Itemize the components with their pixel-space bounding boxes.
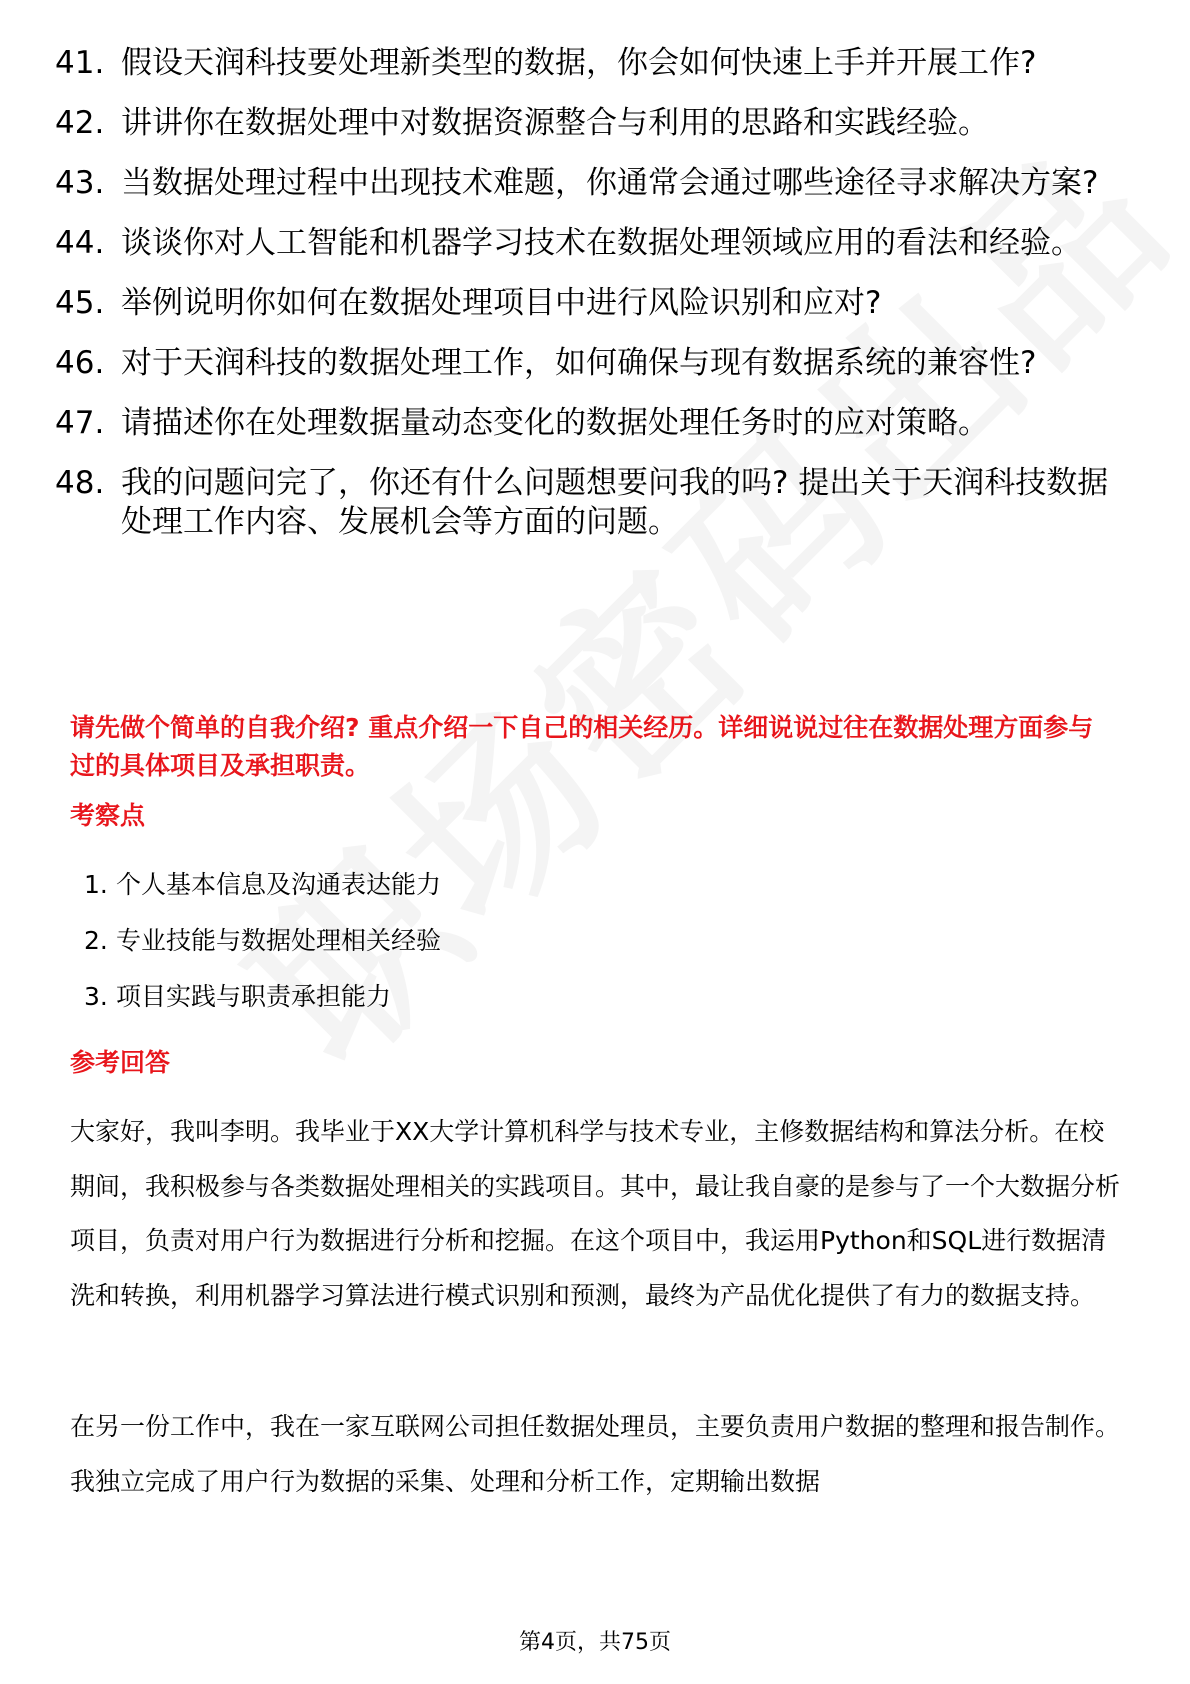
question-text: 谈谈你对人工智能和机器学习技术在数据处理领域应用的看法和经验。 (121, 225, 1082, 261)
question-number: 44. (55, 225, 105, 261)
question-text: 当数据处理过程中出现技术难题，你通常会通过哪些途径寻求解决方案? (121, 165, 1099, 201)
question-list (55, 44, 1135, 563)
point-number: 3. (84, 982, 108, 1011)
question-text: 举例说明你如何在数据处理项目中进行风险识别和应对? (121, 285, 882, 321)
question-number: 45. (55, 285, 105, 321)
question-item (55, 284, 1135, 323)
question-number: 43. (55, 165, 105, 201)
question-item (55, 464, 1135, 542)
question-item (55, 224, 1135, 263)
point-text: 专业技能与数据处理相关经验 (116, 926, 442, 955)
assessment-point (84, 925, 441, 957)
question-item (55, 104, 1135, 143)
question-number: 41. (55, 45, 105, 81)
highlight-question: 请先做个简单的自我介绍? 重点介绍一下自己的相关经历。详细说说过往在数据处理方面参与过的具体项目及承担职责。 (70, 713, 1094, 780)
question-text: 我的问题问完了，你还有什么问题想要问我的吗? 提出关于天润科技数据处理工作内容、发展机会等方面的问题。 (121, 465, 1109, 540)
point-text: 项目实践与职责承担能力 (116, 982, 392, 1011)
question-item (55, 344, 1135, 383)
question-number: 47. (55, 405, 105, 441)
point-number: 1. (84, 870, 108, 899)
answer-paragraph: 在另一份工作中，我在一家互联网公司担任数据处理员，主要负责用户数据的整理和报告制作。我独立完成了用户行为数据的采集、处理和分析工作，定期输出数据 (70, 1412, 1121, 1496)
assessment-point (84, 981, 441, 1013)
assessment-title: 考察点 (70, 801, 146, 830)
question-text: 假设天润科技要处理新类型的数据，你会如何快速上手并开展工作? (121, 45, 1037, 81)
assessment-points (84, 869, 441, 1037)
question-item (55, 164, 1135, 203)
question-item (55, 404, 1135, 443)
point-text: 个人基本信息及沟通表达能力 (116, 870, 442, 899)
question-item (55, 44, 1135, 83)
question-number: 42. (55, 105, 105, 141)
question-text: 对于天润科技的数据处理工作，如何确保与现有数据系统的兼容性? (121, 345, 1037, 381)
question-text: 讲讲你在数据处理中对数据资源整合与利用的思路和实践经验。 (121, 105, 989, 141)
answer-paragraph: 大家好，我叫李明。我毕业于XX大学计算机科学与技术专业，主修数据结构和算法分析。在校期间，我积极参与各类数据处理相关的实践项目。其中，最让我自豪的是参与了一个大数据分析项目，负责对用户行为数据进行分析和挖掘。在这个项目中，我运用Python和SQL进行数据清洗和转换，利用机器学习算法进行模式识别和预测，最终为产品优化提供了有力的数据支持。 (70, 1117, 1121, 1310)
question-number: 46. (55, 345, 105, 381)
question-text: 请描述你在处理数据量动态变化的数据处理任务时的应对策略。 (121, 405, 989, 441)
reference-title: 参考回答 (70, 1048, 171, 1077)
point-number: 2. (84, 926, 108, 955)
question-number: 48. (55, 465, 105, 501)
page-footer: 第4页，共75页 (519, 1630, 671, 1655)
assessment-point (84, 869, 441, 901)
